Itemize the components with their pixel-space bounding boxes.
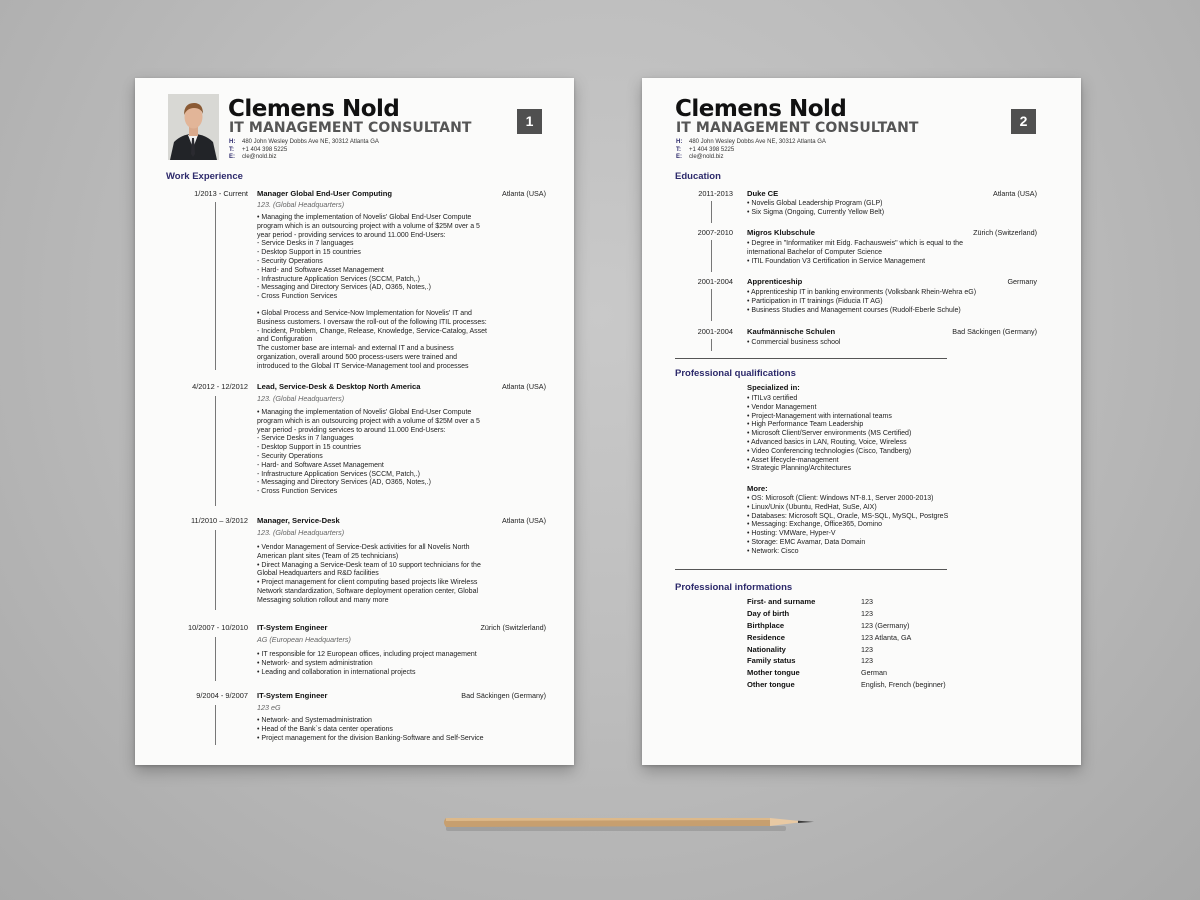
contact-phone: T: +1 404 398 5225 [229,146,288,153]
resume-page-2 [642,78,1081,765]
info-value: 123 [861,656,873,665]
resume-page-1 [135,78,574,765]
candidate-title: IT MANAGEMENT CONSULTANT [676,120,919,136]
info-value: 123 Atlanta, GA [861,633,912,642]
contact-block [229,139,379,162]
timeline-line [711,289,712,321]
job-company: 123. (Global Headquarters) [257,200,345,209]
job-date: 10/2007 - 10/2010 [188,623,248,632]
info-value: German [861,668,887,677]
education-date: 2007-2010 [697,228,733,237]
profile-photo [168,94,219,160]
section-title-qualifications: Professional qualifications [675,368,796,379]
education-details: • Commercial business school [747,339,841,346]
education-details: • Degree in "Informatiker mit Eidg. Fachausweis" which is equal to the international Bachelor of Computer Science • ITIL Foundation V3 Certification in Service Management [747,240,963,265]
candidate-name: Clemens Nold [228,96,400,122]
info-label: Other tongue [747,680,795,689]
timeline-line [215,705,216,745]
job-company: 123. (Global Headquarters) [257,394,345,403]
job-details-secondary: • Global Process and Service-Now Implementation for Novelis' IT and Business customers. I oversaw the roll-out of the following ITIL processes: - Incident, Problem, Change, Release, Knowledge, Service-Catalog, Asset and Configuration The customer base are internal- and external IT and a business organization, overall around 500 process-users were trained and introduced to the Global IT Service-Management tool and processes [257,310,487,370]
education-location: Atlanta (USA) [993,189,1037,198]
job-location: Atlanta (USA) [502,516,546,525]
contact-block [676,139,826,162]
more-heading: More: [747,484,768,493]
candidate-title: IT MANAGEMENT CONSULTANT [229,120,472,136]
contact-email: E: cle@nold.biz [676,154,724,161]
job-details: • Vendor Management of Service-Desk activities for all Novelis North American plant sites (Team of 25 technicians) • Direct Managing a Service-Desk team of 10 support technicians for the Global Headquarters and R&D facilities • Project management for client computing based projects like Wireless Network standardization, Software deployment operation center, Global Messaging solution rollout and many more [257,544,481,604]
timeline-line [215,530,216,610]
job-title: Lead, Service-Desk & Desktop North America [257,382,421,391]
education-date: 2001-2004 [697,327,733,336]
section-divider [675,358,947,359]
job-location: Bad Säckingen (Germany) [461,691,546,700]
job-date: 9/2004 - 9/2007 [196,691,248,700]
specialized-list: • ITILv3 certified • Vendor Management • Project-Management with international teams • High Performance Team Leadership • Microsoft Client/Server environments (MS Certified) • Advanced basics in LAN, Routing, Voice, Wireless • Video Conferencing technologies (Cisco, Tandberg) • Asset lifecycle-management • Strategic Planning/Architectures [747,395,912,473]
info-value: 123 [861,597,873,606]
timeline-line [215,396,216,506]
job-details: • Managing the implementation of Novelis' Global End-User Compute program which is an outsourcing project with a volume of $25M over a 5 year period - providing services to around 11.000 End-Users: - Service Desks in 7 languages - Desktop Support in 15 countries - Security Operations - Hard- and Software Asset Management - Infrastructure Application Services (SCCM, Patch,.) - Messaging and Directory Services (AD, O365, Notes,.) - Cross Function Services [257,409,480,496]
timeline-line [215,637,216,681]
education-title: Kaufmännische Schulen [747,327,836,336]
job-title: Manager Global End-User Computing [257,189,393,198]
info-label: Birthplace [747,621,785,630]
education-details: • Novelis Global Leadership Program (GLP) • Six Sigma (Ongoing, Currently Yellow Belt) [747,200,885,216]
timeline-line [711,240,712,272]
info-label: Nationality [747,645,786,654]
info-label: Family status [747,656,796,665]
job-date: 11/2010 – 3/2012 [191,516,248,525]
education-date: 2011-2013 [698,189,733,198]
info-value: English, French (beginner) [861,680,946,689]
job-company: 123 eG [257,703,281,712]
timeline-line [711,201,712,223]
section-title-work-experience: Work Experience [166,171,243,182]
job-date: 4/2012 - 12/2012 [192,382,248,391]
job-title: IT-System Engineer [257,691,328,700]
info-value: 123 [861,609,873,618]
contact-home: H: 480 John Wesley Dobbs Ave NE, 30312 Atlanta GA [229,139,379,145]
info-label: First- and surname [747,597,816,606]
info-value: 123 (Germany) [861,621,910,630]
job-title: IT-System Engineer [257,623,328,632]
job-details: • Managing the implementation of Novelis' Global End-User Compute program which is an outsourcing project with a volume of $25M over a 5 year period - providing services to around 11.000 End-Users: - Service Desks in 7 languages - Desktop Support in 15 countries - Security Operations - Hard- and Software Asset Management - Infrastructure Application Services (SCCM, Patch,.) - Messaging and Directory Services (AD, O365, Notes,.) - Cross Function Services [257,214,480,301]
section-title-informations: Professional informations [675,582,793,593]
education-date: 2001-2004 [697,277,733,286]
more-list: • OS: Microsoft (Client: Windows NT-8.1, Server 2000-2013) • Linux/Unix (Ubuntu, RedHat, SuSe, AIX) • Databases: Microsoft SQL, Oracle, MS-SQL, MySQL, PostgreS • Messaging: Exchange, Office365, Domino • Hosting: VMWare, Hyper-V • Storage: EMC Avamar, Data Domain • Network: Cisco [747,495,949,555]
info-label: Day of birth [747,609,790,618]
education-location: Germany [1007,277,1037,286]
education-title: Duke CE [747,189,779,198]
info-label: Mother tongue [747,668,800,677]
education-title: Apprenticeship [747,277,803,286]
section-divider [675,569,947,570]
timeline-line [215,202,216,370]
education-title: Migros Klubschule [747,228,815,237]
specialized-heading: Specialized in: [747,383,800,392]
contact-phone: T: +1 404 398 5225 [676,146,735,153]
pencil-prop [440,814,820,839]
job-date: 1/2013 - Current [194,189,248,198]
section-title-education: Education [675,171,721,182]
info-value: 123 [861,645,873,654]
job-company: 123. (Global Headquarters) [257,528,345,537]
job-company: AG (European Headquarters) [257,635,351,644]
job-location: Zürich (Switzlerland) [480,623,546,632]
education-details: • Apprenticeship IT in banking environments (Volksbank Rhein-Wehra eG) • Participation in IT trainings (Fiducia IT AG) • Business Studies and Management courses (Rudolf-Eberle Schule) [747,289,977,314]
job-location: Atlanta (USA) [502,189,546,198]
contact-home: H: 480 John Wesley Dobbs Ave NE, 30312 Atlanta GA [676,139,826,145]
info-label: Residence [747,633,785,642]
job-location: Atlanta (USA) [502,382,546,391]
page-number-badge: 1 [517,109,542,134]
education-location: Bad Säckingen (Germany) [952,327,1037,336]
page-number-badge: 2 [1011,109,1036,134]
timeline-line [711,339,712,351]
contact-email: E: cle@nold.biz [229,154,277,161]
candidate-name: Clemens Nold [675,96,847,122]
job-details: • Network- and Systemadministration • Head of the Bank`s data center operations • Project management for the division Banking-Software and Self-Service [257,717,484,742]
job-details: • IT responsible for 12 European offices, including project management • Network- and system administration • Leading and collaboration in international projects [257,651,477,676]
education-location: Zürich (Switzerland) [973,228,1037,237]
job-title: Manager, Service-Desk [257,516,340,525]
